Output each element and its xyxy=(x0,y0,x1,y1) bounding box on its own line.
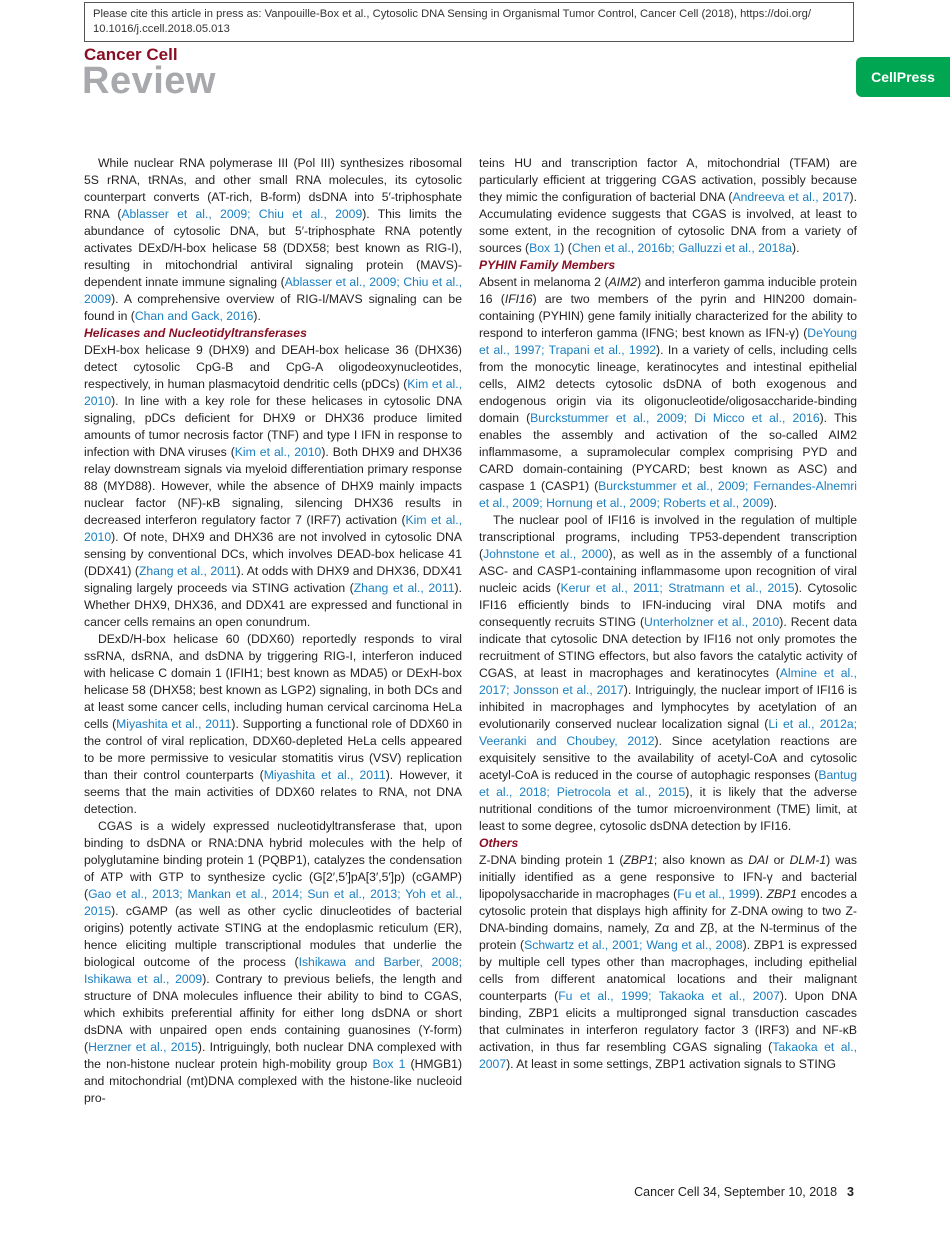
text: (HMGB1) and mitochondrial (mt)DNA complexed with the histone-like nucleoid pro- xyxy=(84,1057,463,1105)
text: Absent in melanoma 2 ( xyxy=(479,275,609,289)
reference-link[interactable]: Kim et al., 2010 xyxy=(84,513,462,544)
text: ). At odds with DHX9 and DHX36, DDX41 signaling largely proceeds via STING activation ( xyxy=(84,564,462,595)
gene-name: DLM-1 xyxy=(789,853,827,867)
reference-link[interactable]: Burckstummer et al., 2009; Fernandes-Alnemri et al., 2009; Hornung et al., 2009; Roberts et al., 2009 xyxy=(479,479,857,510)
text: ). Cytosolic IFI16 efficiently binds to IFN-inducing viral DNA motifs and consequently recruits STING ( xyxy=(479,581,857,629)
reference-link[interactable]: Zhang et al., 2011 xyxy=(138,564,237,578)
text: ). xyxy=(755,887,767,901)
reference-link[interactable]: Bantug et al., 2018; Pietrocola et al., 2015 xyxy=(479,768,857,799)
reference-link[interactable]: Gao et al., 2013; Mankan et al., 2014; Sun et al., 2013; Yoh et al., 2015 xyxy=(84,887,462,918)
reference-link[interactable]: Kim et al., 2010 xyxy=(84,377,462,408)
citation-box xyxy=(84,2,854,42)
cellpress-logo xyxy=(856,57,950,97)
right-column xyxy=(479,155,857,1073)
reference-link[interactable]: Unterholzner et al., 2010 xyxy=(644,615,780,629)
journal-name: Cancer Cell xyxy=(84,45,178,64)
paragraph-zbp1 xyxy=(479,852,857,1073)
paragraph-aim2 xyxy=(479,274,857,512)
reference-link[interactable]: Kerur et al., 2011; Stratmann et al., 2015 xyxy=(560,581,795,595)
text: ) and interferon gamma inducible protein 16 ( xyxy=(479,275,857,306)
text: While nuclear RNA polymerase III (Pol III) synthesizes ribosomal 5S rRNA, tRNAs, and other small RNA molecules, its cytosolic counterpart converts (AT-rich, B-form) dsDNA into 5′-triphosphate RNA ( xyxy=(84,156,462,221)
text: ), as well as in the assembly of a functional ASC- and CASP1-containing inflammasome upon recognition of viral nucleic acids ( xyxy=(479,547,857,595)
reference-link[interactable]: Takaoka et al., 2007 xyxy=(479,1040,857,1071)
text: ). Intriguingly, the nuclear import of IFI16 is inhibited in macrophages and lymphocytes by acetylation of an evolutionarily conserved nuclear localization signal ( xyxy=(479,683,857,731)
text: ). Accumulating evidence suggests that CGAS is involved, at least to some extent, in the recognition of cytosolic DNA from a variety of sources ( xyxy=(479,190,857,255)
page-number: 3 xyxy=(847,1185,854,1199)
reference-link[interactable]: Fu et al., 1999; Takaoka et al., 2007 xyxy=(558,989,780,1003)
reference-link[interactable]: DeYoung et al., 1997; Trapani et al., 1992 xyxy=(479,326,857,357)
subheading-others: Others xyxy=(479,836,519,850)
reference-link[interactable]: Kim et al., 2010 xyxy=(234,445,322,459)
paragraph-pol-iii xyxy=(84,155,462,325)
text: ) are two members of the pyrin and HIN200 domain-containing (PYHIN) gene family initially characterized for the ability to respond to interferon gamma (IFNG; best known as IFN-γ) ( xyxy=(479,292,857,340)
text: ). cGAMP (as well as other cyclic dinucleotides of bacterial origins) potently activate STING at the endoplasmic reticulum (ER), hence eliciting multiple transcriptional modules that underlie the biological outcome of the process ( xyxy=(84,904,462,969)
text: ). Since acetylation reactions are exquisitely sensitive to the availability of acetyl-CoA and cytosolic acetyl-CoA is reduced in the course of autophagic responses ( xyxy=(479,734,857,782)
text: DExH-box helicase 9 (DHX9) and DEAH-box helicase 36 (DHX36) detect cytosolic CpG-B and CpG-A oligodeoxynucleotides, respectively, in human plasmacytoid dendritic cells (pDCs) ( xyxy=(84,343,462,391)
text: teins HU and transcription factor A, mitochondrial (TFAM) are particularly efficient at triggering CGAS activation, possibly because they mimic the configuration of bacterial DNA ( xyxy=(479,156,857,204)
text: ). This enables the assembly and activation of the so-called AIM2 inflammasome, a supramolecular complex comprising PYD and CARD domain-containing (PYCARD; best known as ASC) and caspase 1 (CASP1) ( xyxy=(479,411,857,493)
citation-line-1: Please cite this article in press as: Vanpouille-Box et al., Cytosolic DNA Sensing in Organismal Tumor Control, Cancer Cell (2018), https://doi.org/ xyxy=(93,8,811,20)
subheading-helicases: Helicases and Nucleotidyltransferases xyxy=(84,326,307,340)
text: ). A comprehensive overview of RIG-I/MAVS signaling can be found in ( xyxy=(84,292,462,323)
paragraph-cgas xyxy=(84,818,462,1107)
reference-link[interactable]: Andreeva et al., 2017 xyxy=(732,190,850,204)
text: CGAS is a widely expressed nucleotidyltransferase that, upon binding to dsDNA or RNA:DNA hybrid molecules with the help of polyglutamine binding protein 1 (PQBP1), catalyzes the condensation of ATP with GTP to synthesize cyclic (G[2′,5′]pA[3′,5′]p) (cGAMP) ( xyxy=(84,819,462,901)
paragraph-tfam xyxy=(479,155,857,257)
subheading-pyhin: PYHIN Family Members xyxy=(479,258,616,272)
text: ). In line with a key role for these helicases in cytosolic DNA signaling, pDCs deficient for DHX9 or DHX36 produce limited amounts of tumor necrosis factor (TNF) and type I IFN in response to infection with DNA viruses ( xyxy=(84,394,462,459)
reference-link[interactable]: Herzner et al., 2015 xyxy=(88,1040,198,1054)
text: The nuclear pool of IFI16 is involved in the regulation of multiple transcriptional programs, including TP53-dependent transcription ( xyxy=(479,513,857,561)
reference-link[interactable]: Ablasser et al., 2009; Chiu et al., 2009 xyxy=(121,207,363,221)
text: DExD/H-box helicase 60 (DDX60) reportedly responds to viral ssRNA, dsRNA, and dsDNA by triggering RIG-I, interferon induced with helicase C domain 1 (IFIH1; best known as MDA5) or DExH-box helicase 58 (DHX58; best known as LGP2) signaling, in both DCs and at least some cancer cells, including human cervical carcinoma HeLa cells ( xyxy=(84,632,462,731)
text: ). However, it seems that the main activities of DDX60 relates to RNA, not DNA detection. xyxy=(84,768,462,816)
gene-name: AIM2 xyxy=(608,275,638,289)
reference-link[interactable]: Burckstummer et al., 2009; Di Micco et al., 2016 xyxy=(530,411,820,425)
text: ). Whether DHX9, DHX36, and DDX41 are expressed and functional in cancer cells remains an open conundrum. xyxy=(84,581,462,629)
section-type: Review xyxy=(82,60,216,102)
gene-name: ZBP1 xyxy=(766,887,798,901)
text: ). This limits the abundance of cytosolic DNA, but 5′-triphosphate RNA potently activates DExD/H-box helicase 58 (DDX58; best known as RIG-I), resulting in mitochondrial antiviral signaling protein (MAVS)-dependent innate immune signaling ( xyxy=(84,207,462,289)
reference-link[interactable]: Ishikawa and Barber, 2008; Ishikawa et al., 2009 xyxy=(84,955,462,986)
text: ). Intriguingly, both nuclear DNA complexed with the non-histone nuclear protein high-mobility group xyxy=(84,1040,462,1071)
text: ). xyxy=(253,309,261,323)
text: Z-DNA binding protein 1 ( xyxy=(479,853,624,867)
text: ). Supporting a functional role of DDX60 in the control of viral replication, DDX60-depleted HeLa cells appeared to be more permissive to vesicular stomatitis virus (VSV) replication than their control counterparts ( xyxy=(84,717,463,782)
reference-link[interactable]: Miyashita et al., 2011 xyxy=(116,717,232,731)
text: ). xyxy=(792,241,800,255)
citation-line-2: 10.1016/j.ccell.2018.05.013 xyxy=(93,22,230,35)
reference-link[interactable]: Zhang et al., 2011 xyxy=(353,581,455,595)
text: ) was initially identified as a gene responsive to IFN-γ and bacterial lipopolysaccharide in macrophages ( xyxy=(479,853,858,901)
reference-link[interactable]: Chen et al., 2016b; Galluzzi et al., 2018a xyxy=(571,241,793,255)
text: encodes a cytosolic protein that displays high affinity for Z-DNA owing to two Z-DNA-binding domains, namely, Zα and Zβ, at the N-terminus of the protein ( xyxy=(479,887,857,952)
box-link[interactable]: Box 1 xyxy=(529,241,561,255)
gene-name: ZBP1 xyxy=(623,853,654,867)
text: ). xyxy=(769,496,778,510)
reference-link[interactable]: Miyashita et al., 2011 xyxy=(263,768,386,782)
text: ). Contrary to previous beliefs, the length and structure of DNA molecules influence their ability to bind to CGAS, which exhibits preferential affinity for either long dsDNA or short dsDNA with unpaired open ends containing guanosines (Y-form) ( xyxy=(84,972,462,1054)
reference-link[interactable]: Fu et al., 1999 xyxy=(677,887,756,901)
paragraph-dhx9 xyxy=(84,342,462,631)
text: ). In a variety of cells, including cells from the monocytic lineage, keratinocytes and intestinal epithelial cells, AIM2 detects cytosolic dsDNA of both exogenous and endogenous origin via its oligonucleotide/oligosaccharide-binding domain ( xyxy=(479,343,858,425)
text: ). At least in some settings, ZBP1 activation signals to STING xyxy=(506,1057,837,1071)
text: ) ( xyxy=(560,241,572,255)
left-column xyxy=(84,155,462,1107)
reference-link[interactable]: Johnstone et al., 2000 xyxy=(483,547,609,561)
paragraph-ddx60 xyxy=(84,631,462,818)
reference-link[interactable]: Li et al., 2012a; Veeranki and Choubey, 2012 xyxy=(479,717,858,748)
box-link[interactable]: Box 1 xyxy=(372,1057,406,1071)
text: or xyxy=(768,853,790,867)
footer-citation: Cancer Cell 34, September 10, 2018 xyxy=(634,1185,838,1199)
page-footer xyxy=(634,1185,854,1199)
text: ), it is likely that the adverse nutritional conditions of the tumor microenvironment (TME) limit, at least to some degree, cytosolic dsDNA detection by IFI16. xyxy=(479,785,857,833)
gene-name: DAI xyxy=(748,853,769,867)
text: ). Of note, DHX9 and DHX36 are not involved in cytosolic DNA sensing by conventional DCs, which involves DEAD-box helicase 41 (DDX41) ( xyxy=(84,530,462,578)
brand-label: CellPress xyxy=(871,69,935,85)
text: ). ZBP1 is expressed by multiple cell types other than macrophages, including epithelial cells from different anatomical locations and their malignant counterparts ( xyxy=(479,938,857,1003)
reference-link[interactable]: Ablasser et al., 2009; Chiu et al., 2009 xyxy=(84,275,462,306)
reference-link[interactable]: Almine et al., 2017; Jonsson et al., 2017 xyxy=(479,666,857,697)
gene-name: IFI16 xyxy=(504,292,533,306)
paragraph-ifi16 xyxy=(479,512,857,835)
reference-link[interactable]: Schwartz et al., 2001; Wang et al., 2008 xyxy=(524,938,743,952)
text: ; also known as xyxy=(653,853,749,867)
text: ). Upon DNA binding, ZBP1 elicits a multipronged signal transduction cascades that culminates in interferon regulatory factor 3 (IRF3) and NF-κB activation, in thus far resembling CGAS signaling ( xyxy=(479,989,857,1054)
reference-link[interactable]: Chan and Gack, 2016 xyxy=(134,309,254,323)
text: ). Both DHX9 and DHX36 relay downstream signals via myeloid differentiation primary response 88 (MYD88). However, while the absence of DHX9 mainly impacts nuclear factor (NF)-κB signaling, silencing DHX36 results in decreased interferon regulatory factor 7 (IRF7) activation ( xyxy=(84,445,462,527)
text: ). Recent data indicate that cytosolic DNA detection by IFI16 not only promotes the recruitment of STING effectors, but also favors the catalytic activity of CGAS, at least in macrophages and keratinocytes ( xyxy=(479,615,858,680)
